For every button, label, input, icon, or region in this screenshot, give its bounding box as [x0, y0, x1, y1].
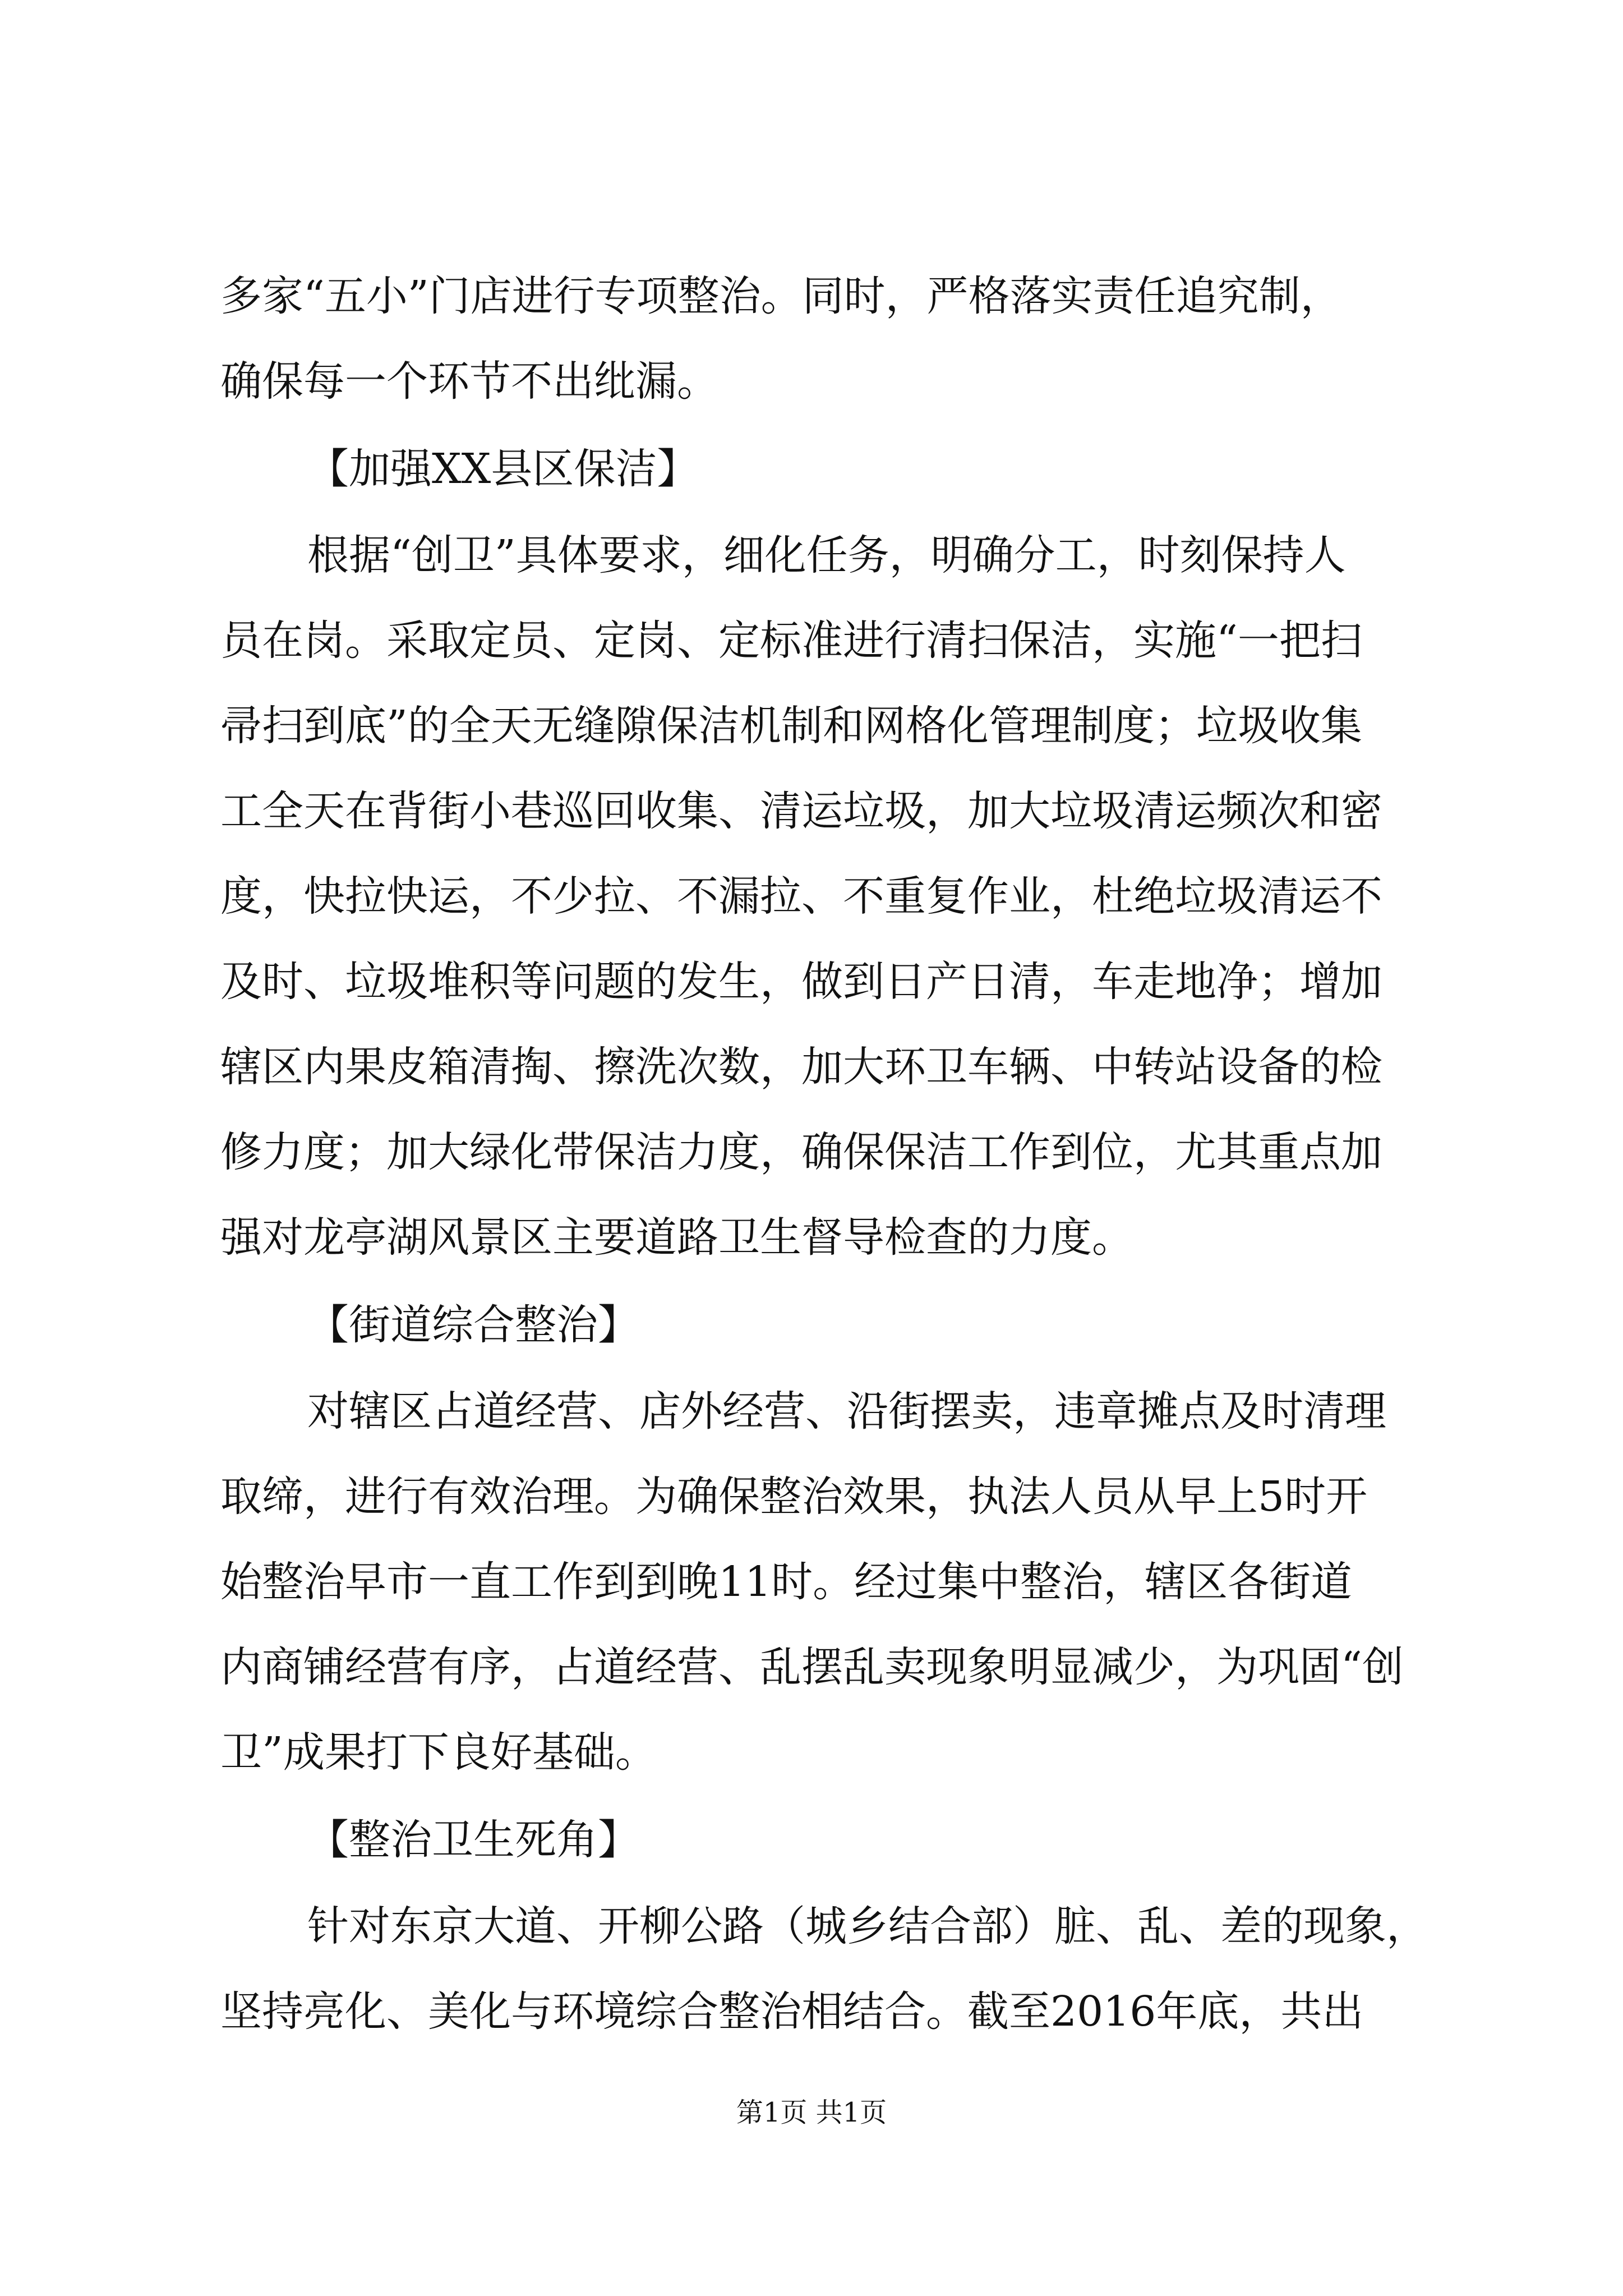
- section-heading: 【街道综合整治】: [307, 1301, 639, 1349]
- body-text-line: 内商铺经营有序，占道经营、乱摆乱卖现象明显减少，为巩固“创: [220, 1643, 1404, 1691]
- section-heading: 【整治卫生死角】: [307, 1816, 639, 1864]
- body-text-line: 强对龙亭湖风景区主要道路卫生督导检查的力度。: [220, 1213, 1133, 1262]
- body-text-line: 卫”成果打下良好基础。: [220, 1728, 657, 1777]
- body-text-line: 坚持亮化、美化与环境综合整治相结合。截至2016年底，共出: [220, 1987, 1364, 2036]
- body-text-line: 对辖区占道经营、店外经营、沿街摆卖，违章摊点及时清理: [307, 1387, 1386, 1435]
- body-text-line: 及时、垃圾堆积等问题的发生，做到日产日清，车走地净；增加: [220, 958, 1382, 1006]
- body-text-line: 辖区内果皮箱清掏、擦洗次数，加大环卫车辆、中转站设备的检: [220, 1043, 1382, 1091]
- body-text-line: 多家“五小”门店进行专项整治。同时，严格落实责任追究制，: [220, 272, 1342, 320]
- body-text-line: 工全天在背街小巷巡回收集、清运垃圾，加大垃圾清运频次和密: [220, 787, 1382, 835]
- body-text-line: 度，快拉快运，不少拉、不漏拉、不重复作业，杜绝垃圾清运不: [220, 872, 1382, 921]
- section-heading: 【加强XX县区保洁】: [307, 445, 699, 493]
- body-text-line: 针对东京大道、开柳公路（城乡结合部）脏、乱、差的现象，: [307, 1902, 1428, 1950]
- body-text-line: 确保每一个环节不出纰漏。: [220, 357, 718, 406]
- page-number-footer: 第1页 共1页: [736, 2097, 887, 2128]
- body-text-line: 修力度；加大绿化带保洁力度，确保保洁工作到位，尤其重点加: [220, 1128, 1382, 1176]
- body-text-line: 员在岗。采取定员、定岗、定标准进行清扫保洁，实施“一把扫: [220, 616, 1362, 665]
- body-text-line: 根据“创卫”具体要求，细化任务，明确分工，时刻保持人: [307, 531, 1346, 579]
- body-text-line: 始整治早市一直工作到到晚11时。经过集中整治，辖区各街道: [220, 1558, 1353, 1606]
- body-text-line: 取缔，进行有效治理。为确保整治效果，执法人员从早上5时开: [220, 1473, 1368, 1521]
- body-text-line: 帚扫到底”的全天无缝隙保洁机制和网格化管理制度；垃圾收集: [220, 702, 1362, 750]
